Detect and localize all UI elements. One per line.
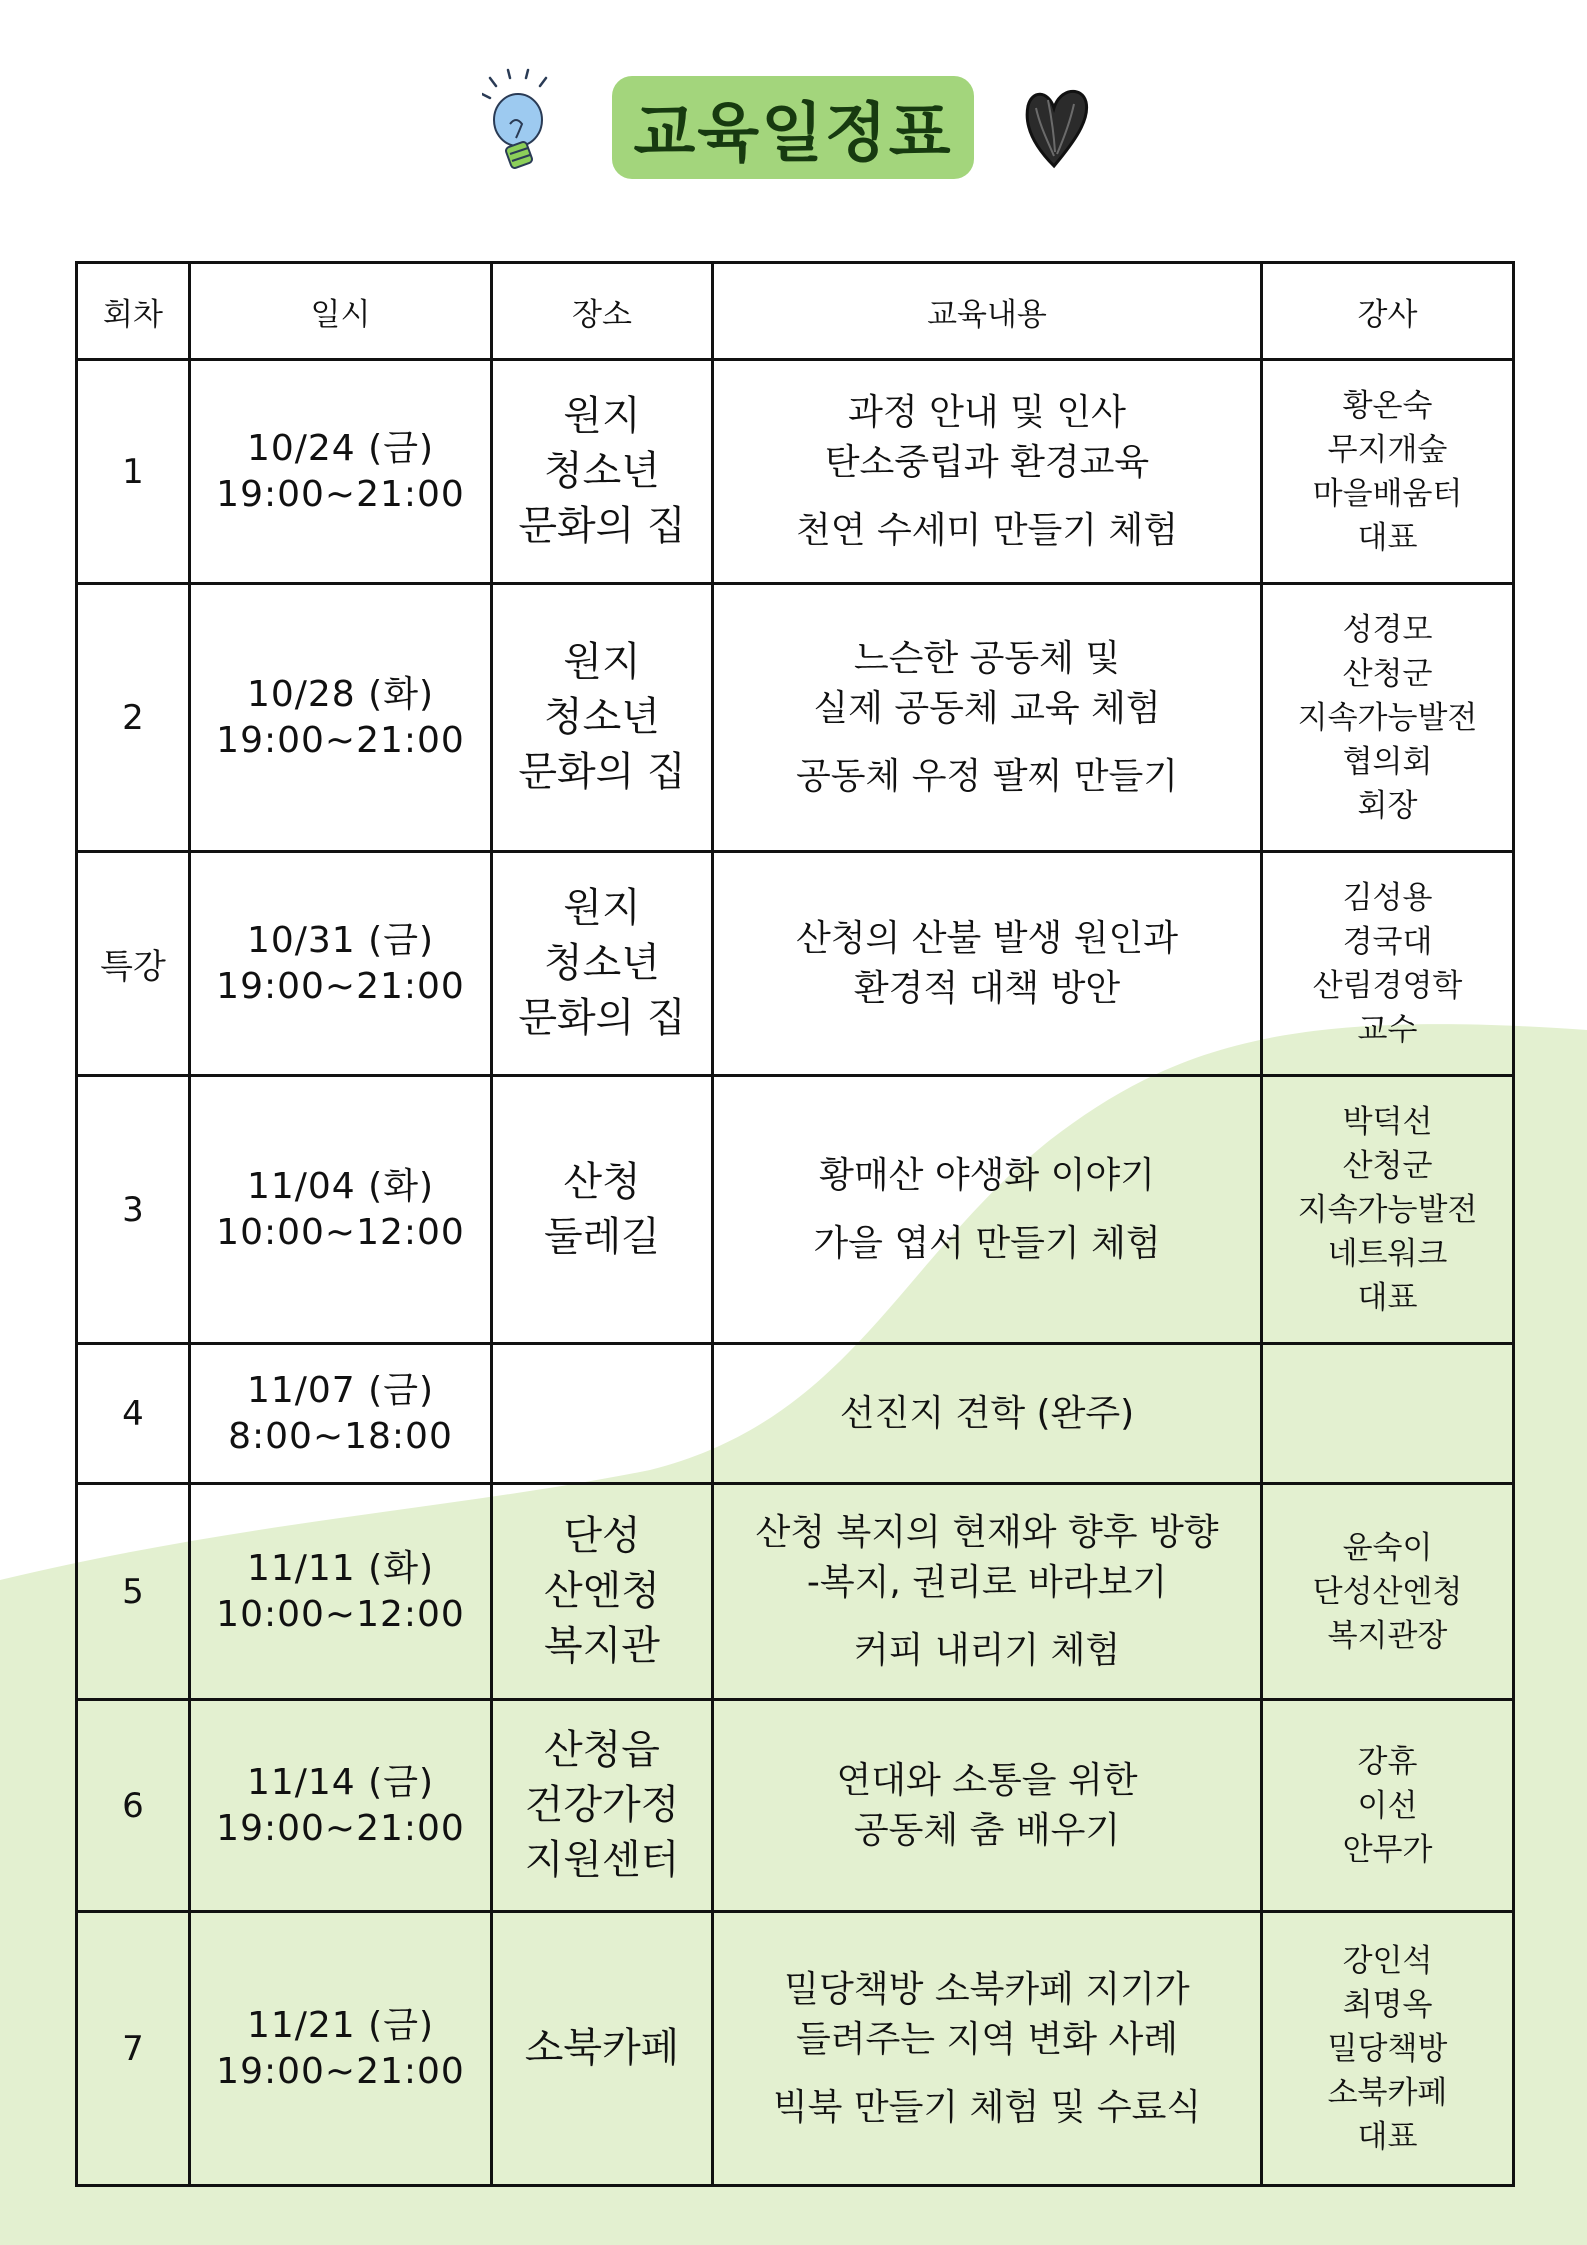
place-line: 복지관 (544, 1623, 660, 1669)
table-row (77, 360, 1514, 584)
place-cell (492, 1344, 713, 1484)
table-header-row (77, 263, 1514, 360)
instructor-line: 대표 (1357, 2118, 1418, 2155)
content-line: -복지, 권리로 바라보기 (806, 1561, 1168, 1603)
activity-line: 커피 내리기 체험 (853, 1629, 1121, 1671)
content-line: 들려주는 지역 변화 사례 (795, 2018, 1179, 2060)
datetime-cell (190, 1484, 492, 1700)
datetime-cell (190, 360, 492, 584)
date-text: 10/24 (금) (246, 427, 435, 469)
heart-icon (1024, 86, 1090, 170)
activity-line: 빅북 만들기 체험 및 수료식 (772, 2086, 1202, 2128)
instructor-line: 대표 (1357, 1279, 1418, 1316)
instructor-line: 네트워크 (1327, 1235, 1448, 1272)
instructor-line: 대표 (1357, 519, 1418, 556)
content-line: 산청 복지의 현재와 향후 방향 (755, 1511, 1219, 1553)
instructor-cell (1262, 360, 1514, 584)
content-line: 선진지 견학 (완주) (839, 1392, 1135, 1434)
place-line: 원지 (563, 885, 641, 931)
instructor-cell (1262, 1912, 1514, 2186)
schedule-table (75, 261, 1515, 2187)
activity-line: 천연 수세미 만들기 체험 (795, 509, 1179, 551)
schedule-body (77, 360, 1514, 2186)
datetime-cell (190, 1344, 492, 1484)
content-cell (713, 1700, 1262, 1912)
content-line: 황매산 야생화 이야기 (819, 1154, 1155, 1196)
instructor-line: 산청군 (1342, 1147, 1433, 1184)
date-text: 11/21 (금) (246, 2004, 435, 2046)
round-cell: 2 (77, 584, 190, 852)
instructor-line: 소북카페 (1327, 2074, 1448, 2111)
instructor-line: 경국대 (1342, 923, 1433, 960)
date-text: 11/11 (화) (246, 1547, 435, 1589)
time-text: 19:00~21:00 (216, 2050, 465, 2092)
table-row (77, 584, 1514, 852)
place-cell (492, 360, 713, 584)
content-spacer (720, 2065, 1254, 2083)
instructor-line: 성경모 (1342, 611, 1433, 648)
content-line: 느슨한 공동체 및 (853, 637, 1121, 679)
content-cell (713, 1076, 1262, 1344)
place-line: 청소년 (544, 694, 660, 740)
table-row (77, 852, 1514, 1076)
place-line: 원지 (563, 639, 641, 685)
activity-line: 공동체 우정 팔찌 만들기 (795, 755, 1179, 797)
time-text: 19:00~21:00 (216, 473, 465, 515)
date-text: 10/31 (금) (246, 919, 435, 961)
place-cell (492, 1484, 713, 1700)
content-spacer (720, 488, 1254, 506)
content-spacer (720, 734, 1254, 752)
instructor-cell (1262, 1344, 1514, 1484)
instructor-line: 복지관장 (1327, 1617, 1448, 1654)
instructor-line: 무지개숲 (1327, 431, 1448, 468)
instructor-line: 지속가능발전 (1297, 1191, 1478, 1228)
datetime-cell (190, 584, 492, 852)
instructor-line: 강인석 (1342, 1942, 1433, 1979)
round-cell: 특강 (77, 852, 190, 1076)
content-line: 연대와 소통을 위한 (836, 1759, 1138, 1801)
place-cell (492, 852, 713, 1076)
round-cell: 4 (77, 1344, 190, 1484)
place-line: 산청 (563, 1158, 641, 1205)
round-cell: 1 (77, 360, 190, 584)
instructor-cell (1262, 1076, 1514, 1344)
place-line: 산엔청 (544, 1568, 660, 1614)
place-line: 지원센터 (524, 1837, 680, 1883)
time-text: 8:00~18:00 (228, 1415, 453, 1457)
time-text: 10:00~12:00 (216, 1593, 465, 1635)
table-row (77, 1076, 1514, 1344)
place-cell (492, 1912, 713, 2186)
date-text: 11/07 (금) (246, 1369, 435, 1411)
content-line: 과정 안내 및 인사 (848, 391, 1126, 433)
content-line: 밀당책방 소북카페 지기가 (784, 1968, 1190, 2010)
datetime-cell (190, 1700, 492, 1912)
content-line: 실제 공동체 교육 체험 (813, 687, 1161, 729)
place-line: 원지 (563, 393, 641, 439)
datetime-cell (190, 852, 492, 1076)
place-cell (492, 1076, 713, 1344)
header-place: 장소 (492, 263, 713, 360)
content-cell (713, 1344, 1262, 1484)
round-cell: 6 (77, 1700, 190, 1912)
time-text: 10:00~12:00 (216, 1211, 465, 1253)
instructor-line: 강휴 (1357, 1743, 1418, 1780)
instructor-line: 산림경영학 (1312, 967, 1463, 1004)
instructor-line: 협의회 (1342, 743, 1433, 780)
activity-line: 가을 엽서 만들기 체험 (813, 1222, 1161, 1264)
table-row (77, 1484, 1514, 1700)
content-line: 환경적 대책 방안 (853, 967, 1121, 1009)
place-line: 문화의 집 (518, 995, 686, 1041)
datetime-cell (190, 1076, 492, 1344)
instructor-line: 이선 (1357, 1787, 1418, 1824)
instructor-line: 최명옥 (1342, 1986, 1433, 2023)
instructor-cell (1262, 1484, 1514, 1700)
content-line: 공동체 춤 배우기 (853, 1809, 1121, 1851)
instructor-line: 밀당책방 (1327, 2030, 1448, 2067)
date-text: 10/28 (화) (246, 673, 435, 715)
header-content: 교육내용 (713, 263, 1262, 360)
instructor-cell (1262, 852, 1514, 1076)
round-cell: 5 (77, 1484, 190, 1700)
lightbulb-icon (482, 68, 562, 180)
instructor-line: 회장 (1357, 787, 1418, 824)
time-text: 19:00~21:00 (216, 719, 465, 761)
content-cell (713, 360, 1262, 584)
place-cell (492, 1700, 713, 1912)
place-line: 둘레길 (544, 1213, 660, 1260)
instructor-line: 단성산엔청 (1312, 1573, 1463, 1610)
instructor-line: 안무가 (1342, 1831, 1433, 1868)
place-line: 단성 (563, 1513, 641, 1559)
round-cell: 7 (77, 1912, 190, 2186)
page-title: 교육일정표 (612, 76, 974, 179)
content-spacer (720, 1608, 1254, 1626)
table-row (77, 1344, 1514, 1484)
place-line: 건강가정 (524, 1782, 680, 1828)
content-line: 탄소중립과 환경교육 (824, 441, 1150, 483)
header-round: 회차 (77, 263, 190, 360)
instructor-cell (1262, 584, 1514, 852)
place-line: 소북카페 (524, 2025, 680, 2071)
header-instructor: 강사 (1262, 263, 1514, 360)
date-text: 11/04 (화) (246, 1165, 435, 1207)
table-row (77, 1912, 1514, 2186)
content-cell (713, 1912, 1262, 2186)
content-cell (713, 852, 1262, 1076)
instructor-line: 박덕선 (1342, 1103, 1433, 1140)
instructor-line: 황온숙 (1342, 387, 1433, 424)
place-line: 문화의 집 (518, 503, 686, 549)
content-spacer (720, 1201, 1254, 1219)
place-line: 문화의 집 (518, 749, 686, 795)
instructor-line: 김성용 (1342, 879, 1433, 916)
content-cell (713, 584, 1262, 852)
page-header (0, 0, 1587, 200)
instructor-line: 지속가능발전 (1297, 699, 1478, 736)
table-row (77, 1700, 1514, 1912)
date-text: 11/14 (금) (246, 1761, 435, 1803)
instructor-line: 산청군 (1342, 655, 1433, 692)
place-line: 산청읍 (544, 1727, 660, 1773)
time-text: 19:00~21:00 (216, 965, 465, 1007)
place-line: 청소년 (544, 448, 660, 494)
place-cell (492, 584, 713, 852)
header-datetime: 일시 (190, 263, 492, 360)
content-cell (713, 1484, 1262, 1700)
round-cell: 3 (77, 1076, 190, 1344)
instructor-line: 윤숙이 (1342, 1529, 1433, 1566)
place-line: 청소년 (544, 940, 660, 986)
instructor-cell (1262, 1700, 1514, 1912)
datetime-cell (190, 1912, 492, 2186)
time-text: 19:00~21:00 (216, 1807, 465, 1849)
instructor-line: 마을배움터 (1312, 475, 1463, 512)
instructor-line: 교수 (1357, 1011, 1418, 1048)
content-line: 산청의 산불 발생 원인과 (795, 917, 1179, 959)
